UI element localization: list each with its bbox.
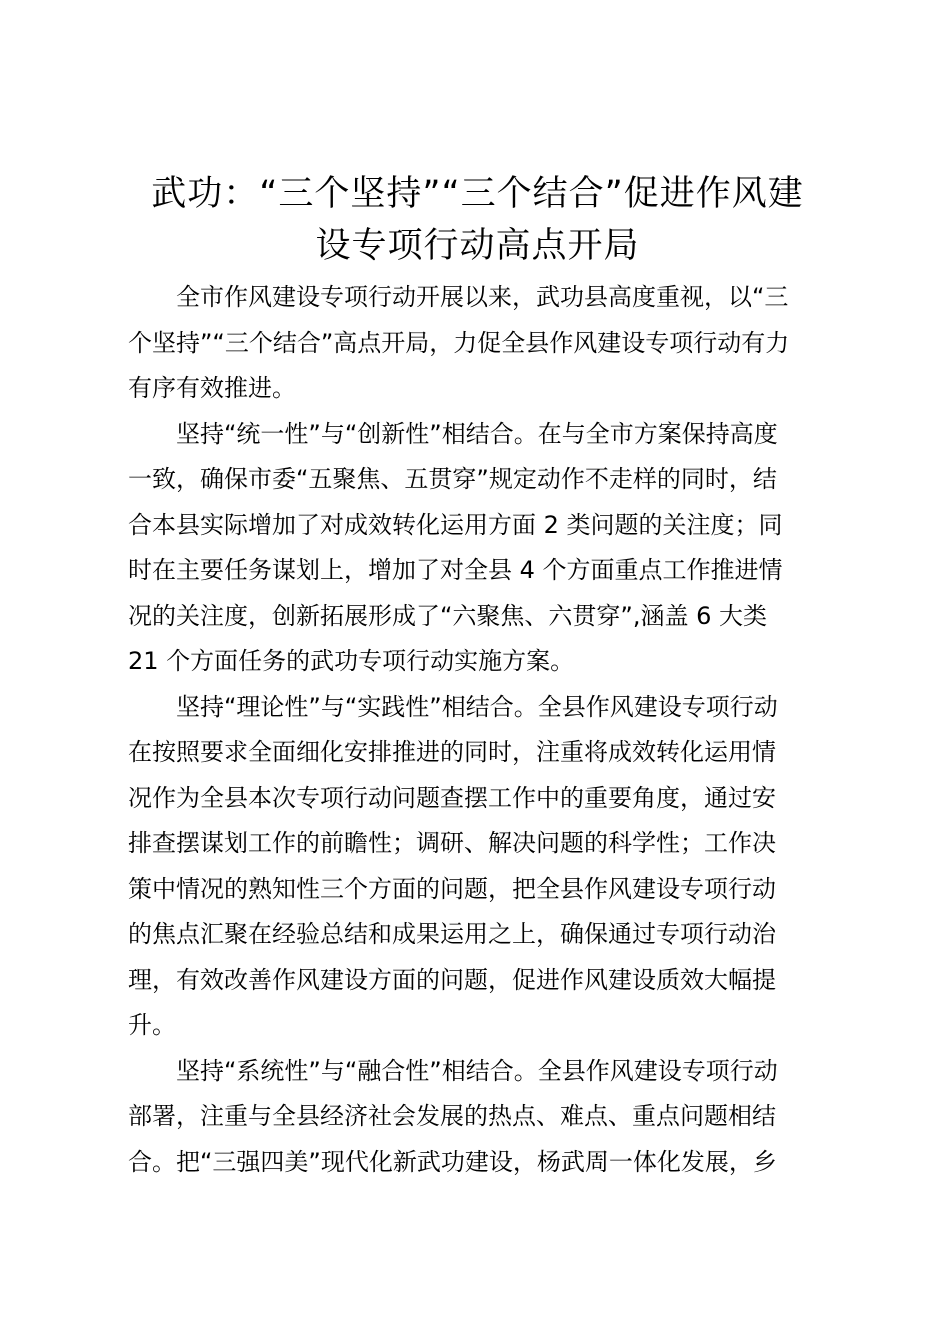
text-line: 坚持“理论性”与“实践性”相结合。全县作风建设专项行动 xyxy=(176,692,778,721)
text-line: 策中情况的熟知性三个方面的问题，把全县作风建设专项行动 xyxy=(128,874,776,903)
text-line: 排查摆谋划工作的前瞻性；调研、解决问题的科学性；工作决 xyxy=(128,829,776,857)
text-line: 有序有效推进。 xyxy=(128,374,296,402)
text-line: 况作为全县本次专项行动问题查摆工作中的重要角度，通过安 xyxy=(128,783,776,812)
document-body xyxy=(128,275,828,1185)
text-line: 合本县实际增加了对成效转化运用方面 2 类问题的关注度；同 xyxy=(128,510,783,539)
paragraph-system-integration xyxy=(128,1049,828,1186)
paragraph-intro xyxy=(128,275,828,412)
text-line: 理，有效改善作风建设方面的问题，促进作风建设质效大幅提 xyxy=(128,965,776,994)
text-line: 在按照要求全面细化安排推进的同时，注重将成效转化运用情 xyxy=(128,738,776,766)
text-line: 升。 xyxy=(128,1011,176,1039)
text-line: 个坚持”“三个结合”高点开局，力促全县作风建设专项行动有力 xyxy=(128,328,790,357)
paragraph-theory-practice xyxy=(128,685,828,1049)
title-line-1: 武功：“三个坚持”“三个结合”促进作风建 xyxy=(151,174,804,214)
text-line: 的焦点汇聚在经验总结和成果运用之上，确保通过专项行动治 xyxy=(128,920,776,948)
text-line: 全市作风建设专项行动开展以来，武功县高度重视，以“三 xyxy=(176,283,789,311)
text-line: 21 个方面任务的武功专项行动实施方案。 xyxy=(128,647,575,675)
text-line: 部署，注重与全县经济社会发展的热点、难点、重点问题相结 xyxy=(128,1102,776,1130)
paragraph-unity-innovation xyxy=(128,412,828,685)
text-line: 况的关注度，创新拓展形成了“六聚焦、六贯穿”,涵盖 6 大类 xyxy=(128,601,768,630)
text-line: 时在主要任务谋划上，增加了对全县 4 个方面重点工作推进情 xyxy=(128,556,783,584)
title-line-2: 设专项行动高点开局 xyxy=(315,226,640,266)
text-line: 坚持“统一性”与“创新性”相结合。在与全市方案保持高度 xyxy=(176,419,778,448)
text-line: 坚持“系统性”与“融合性”相结合。全县作风建设专项行动 xyxy=(176,1056,778,1085)
text-line: 合。把“三强四美”现代化新武功建设，杨武周一体化发展，乡 xyxy=(128,1147,777,1176)
text-line: 一致，确保市委“五聚焦、五贯穿”规定动作不走样的同时，结 xyxy=(128,465,777,493)
document-title xyxy=(120,168,835,272)
